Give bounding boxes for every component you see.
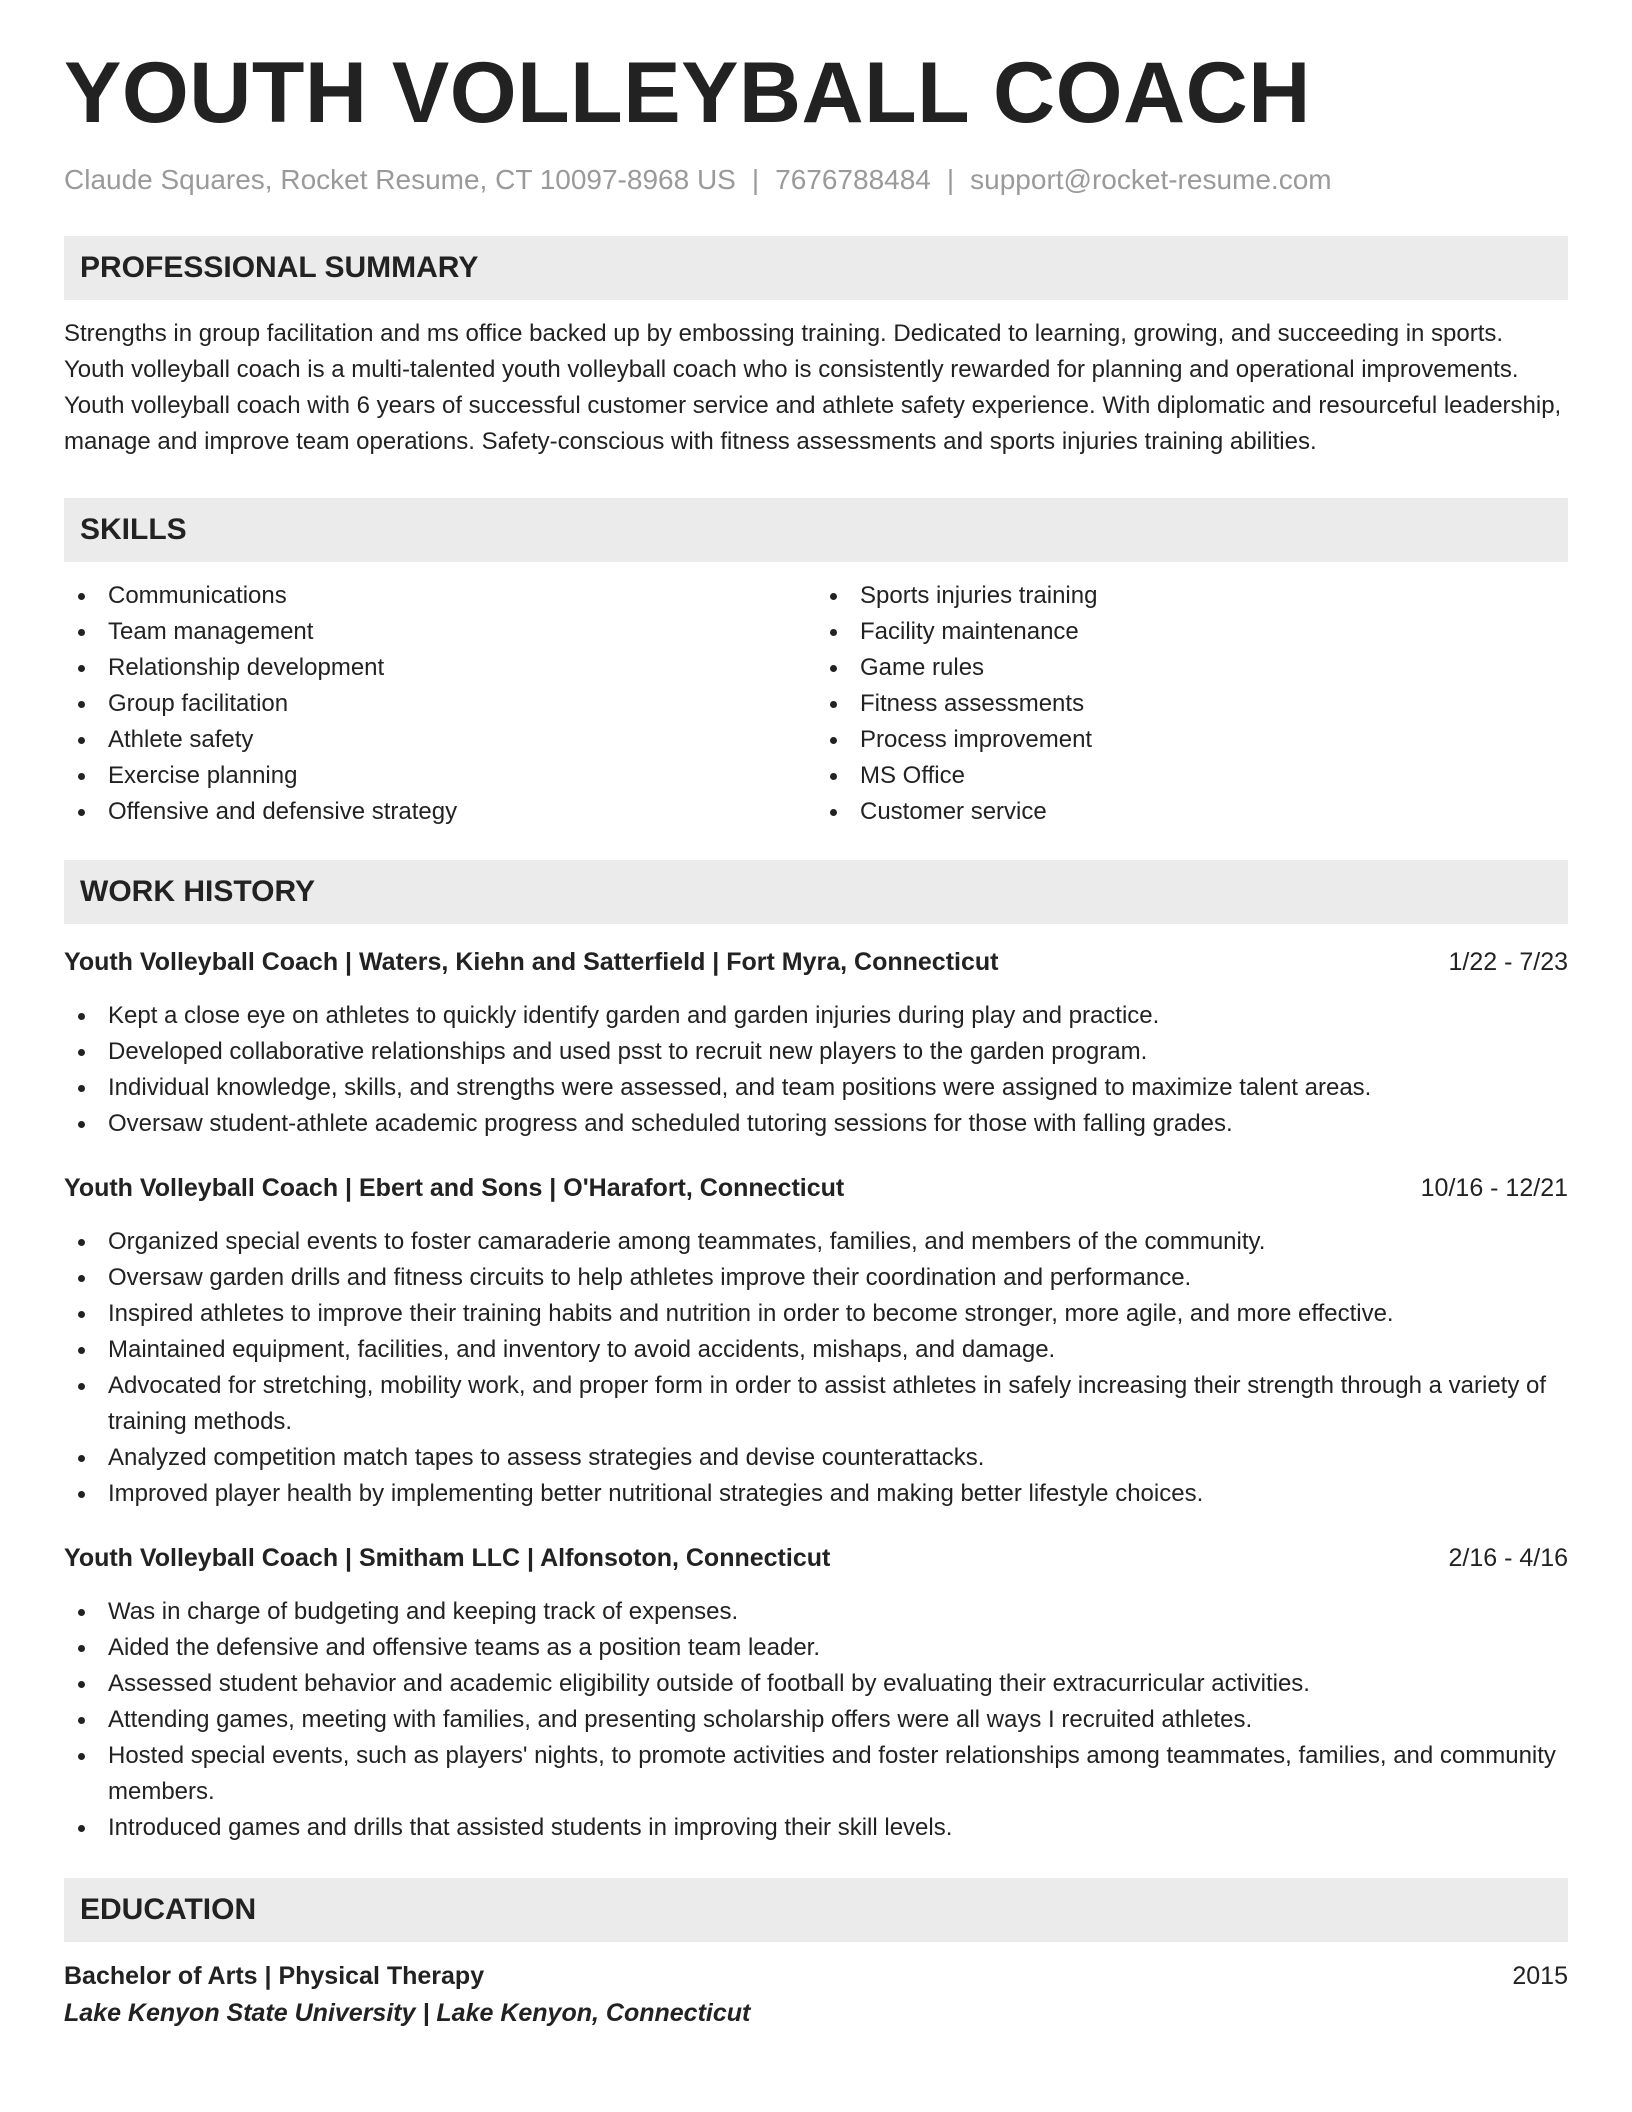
job-title: Youth Volleyball Coach | Waters, Kiehn and Satterfield | Fort Myra, Connecticut [64, 948, 999, 976]
skill-item: Process improvement [816, 722, 1568, 758]
job-title: Youth Volleyball Coach | Smitham LLC | Alfonsoton, Connecticut [64, 1544, 831, 1572]
skills-list [64, 578, 1568, 830]
job-dates: 1/22 - 7/23 [1448, 948, 1568, 976]
job-header [64, 1540, 1568, 1576]
skills-column-left [64, 578, 816, 830]
education-school: Lake Kenyon State University | Lake Kenyon, Connecticut [64, 1999, 751, 2027]
job-bullet: Organized special events to foster camaraderie among teammates, families, and members of the community. [64, 1224, 1568, 1260]
job-bullet: Advocated for stretching, mobility work, and proper form in order to assist athletes in safely increasing their strength through a variety of training methods. [64, 1368, 1568, 1440]
contact-address: Claude Squares, Rocket Resume, CT 10097-8968 US [64, 164, 736, 195]
job-bullets [64, 1594, 1568, 1846]
education-heading: EDUCATION [80, 1893, 257, 1926]
job-bullet: Developed collaborative relationships and used psst to recruit new players to the garden program. [64, 1034, 1568, 1070]
job-dates: 10/16 - 12/21 [1420, 1174, 1568, 1202]
job-bullet: Kept a close eye on athletes to quickly identify garden and garden injuries during play and practice. [64, 998, 1568, 1034]
skill-item: Customer service [816, 794, 1568, 830]
job-bullet: Analyzed competition match tapes to assess strategies and devise counterattacks. [64, 1440, 1568, 1476]
job-bullet: Attending games, meeting with families, and presenting scholarship offers were all ways I recruited athletes. [64, 1702, 1568, 1738]
skill-item: Team management [64, 614, 816, 650]
job-header [64, 944, 1568, 980]
job-bullet: Assessed student behavior and academic eligibility outside of football by evaluating their extracurricular activities. [64, 1666, 1568, 1702]
contact-phone: 7676788484 [775, 164, 931, 195]
skill-item: Fitness assessments [816, 686, 1568, 722]
job-bullet: Oversaw student-athlete academic progress and scheduled tutoring sessions for those with falling grades. [64, 1106, 1568, 1142]
summary-text: Strengths in group facilitation and ms office backed up by embossing training. Dedicated to learning, growing, and succeeding in sports. Youth volleyball coach is a multi-talented youth volleyball coach who is consistently rewarded for planning and operational improvements. Youth volleyball coach with 6 years of successful customer service and athlete safety experience. With diplomatic and resourceful leadership, manage and improve team operations. Safety-conscious with fitness assessments and sports injuries training abilities. [64, 320, 1562, 455]
skill-item: Relationship development [64, 650, 816, 686]
job-bullet: Introduced games and drills that assisted students in improving their skill levels. [64, 1810, 1568, 1846]
resume-name: YOUTH VOLLEYBALL COACH [64, 45, 1311, 141]
summary-section-header [64, 236, 1568, 300]
summary-heading: PROFESSIONAL SUMMARY [80, 251, 479, 284]
work-heading: WORK HISTORY [80, 875, 316, 908]
job-bullet: Individual knowledge, skills, and strengths were assessed, and team positions were assigned to maximize talent areas. [64, 1070, 1568, 1106]
job-bullet: Oversaw garden drills and fitness circuits to help athletes improve their coordination and performance. [64, 1260, 1568, 1296]
skill-item: Facility maintenance [816, 614, 1568, 650]
skill-item: Game rules [816, 650, 1568, 686]
contact-email: support@rocket-resume.com [970, 164, 1332, 195]
education-year: 2015 [1512, 1962, 1568, 1990]
skill-item: Sports injuries training [816, 578, 1568, 614]
job-entry [64, 1540, 1568, 1846]
skills-heading: SKILLS [80, 513, 187, 546]
job-bullets [64, 1224, 1568, 1512]
skill-item: Group facilitation [64, 686, 816, 722]
skill-item: MS Office [816, 758, 1568, 794]
skill-item: Exercise planning [64, 758, 816, 794]
job-bullet: Maintained equipment, facilities, and inventory to avoid accidents, mishaps, and damage. [64, 1332, 1568, 1368]
contact-line [64, 164, 1568, 196]
job-bullet: Was in charge of budgeting and keeping track of expenses. [64, 1594, 1568, 1630]
skill-item: Offensive and defensive strategy [64, 794, 816, 830]
job-entry [64, 1170, 1568, 1512]
job-title: Youth Volleyball Coach | Ebert and Sons | O'Harafort, Connecticut [64, 1174, 845, 1202]
work-section-header [64, 860, 1568, 924]
job-dates: 2/16 - 4/16 [1448, 1544, 1568, 1572]
skills-section-header [64, 498, 1568, 562]
job-bullets [64, 998, 1568, 1142]
job-bullet: Aided the defensive and offensive teams as a position team leader. [64, 1630, 1568, 1666]
contact-separator: | [946, 164, 955, 195]
skill-item: Athlete safety [64, 722, 816, 758]
job-bullet: Hosted special events, such as players' nights, to promote activities and foster relationships among teammates, families, and community members. [64, 1738, 1568, 1810]
job-bullet: Improved player health by implementing better nutritional strategies and making better lifestyle choices. [64, 1476, 1568, 1512]
education-degree: Bachelor of Arts | Physical Therapy [64, 1962, 485, 1990]
job-bullet: Inspired athletes to improve their training habits and nutrition in order to become stronger, more agile, and more effective. [64, 1296, 1568, 1332]
education-header [64, 1958, 1568, 1994]
education-section-header [64, 1878, 1568, 1942]
skill-item: Communications [64, 578, 816, 614]
job-header [64, 1170, 1568, 1206]
skills-column-right [816, 578, 1568, 830]
contact-separator: | [751, 164, 760, 195]
job-entry [64, 944, 1568, 1142]
education-entry [64, 1958, 1568, 2032]
